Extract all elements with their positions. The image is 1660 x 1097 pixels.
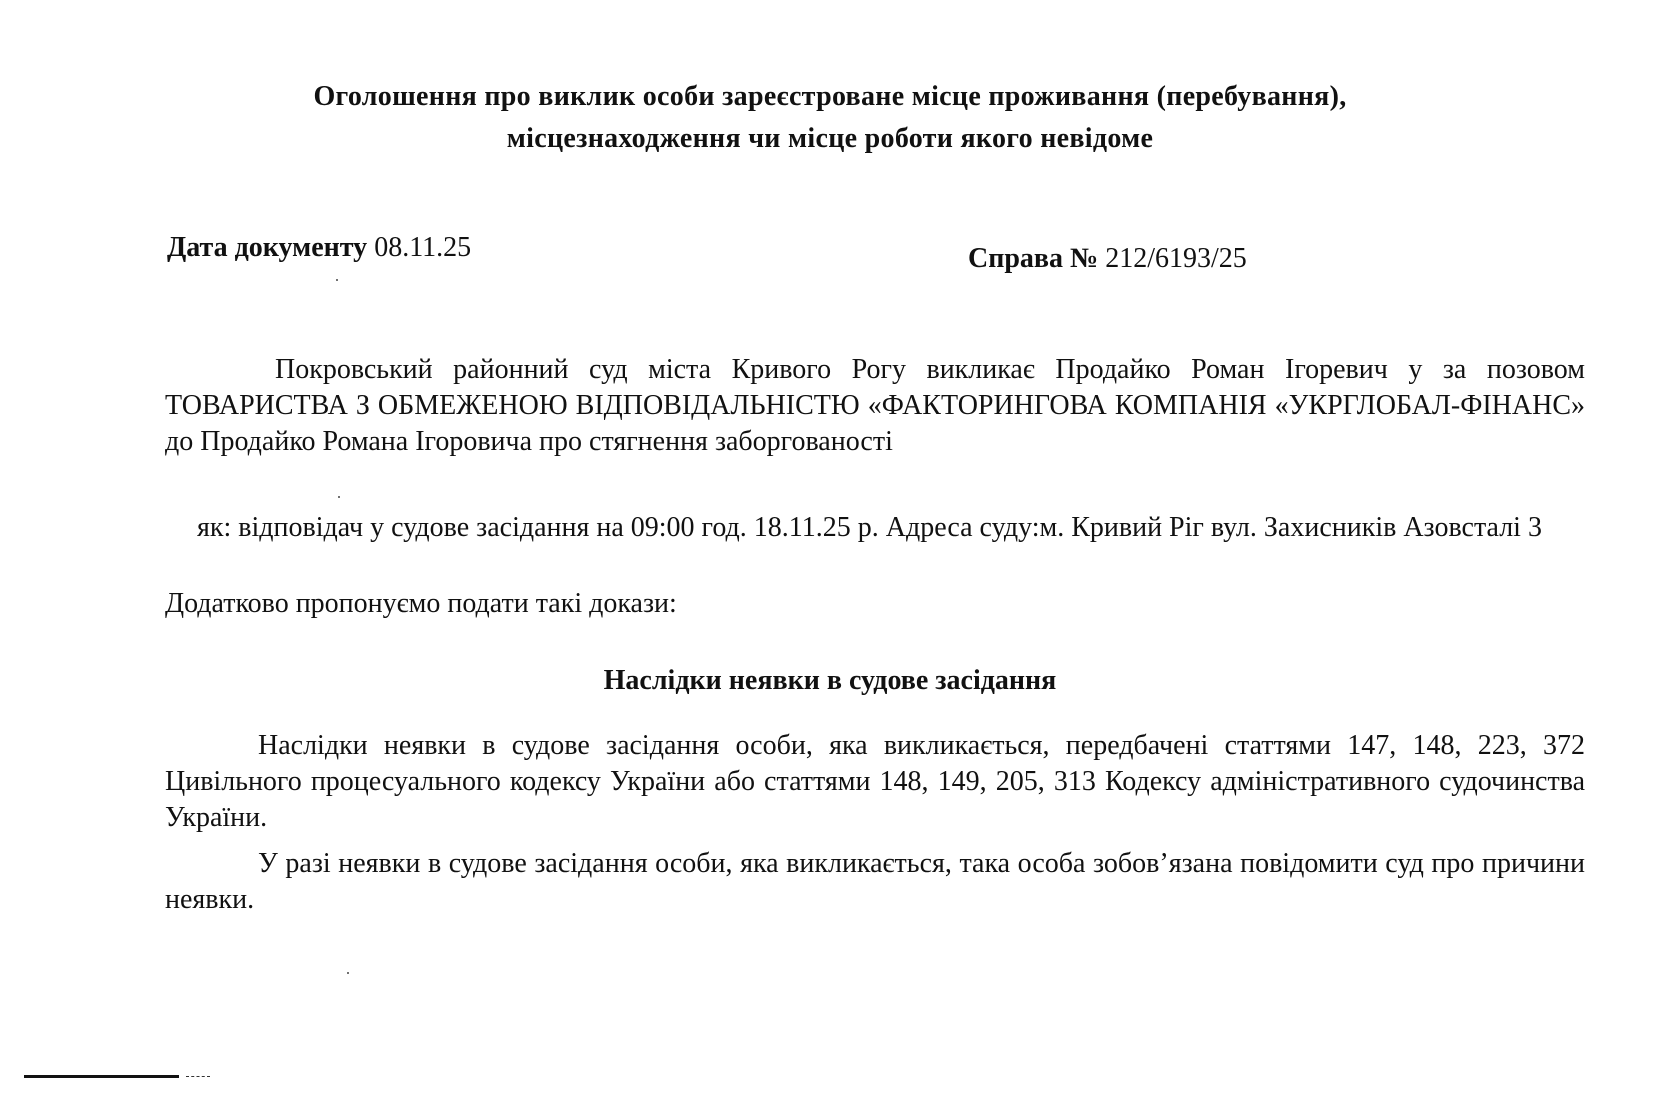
- section-title-consequences: Наслідки неявки в судове засідання: [603, 665, 1057, 696]
- paragraph-notify: У разі неявки в судове засідання особи, яка викликається, така особа зобов’язана повідомити суд про причини неявки.: [165, 848, 1585, 915]
- document-date-label: Дата документу: [167, 232, 368, 263]
- document-title-line-1: Оголошення про виклик особи зареєстроване місце проживання (перебування),: [313, 81, 1347, 112]
- paragraph-evidence: Додатково пропонуємо подати такі докази:: [165, 588, 677, 619]
- scan-edge-rule: [24, 1075, 179, 1078]
- case-number: [968, 243, 1247, 275]
- scan-speck: [347, 972, 349, 974]
- scan-speck: [338, 496, 340, 498]
- case-number-label: Справа №: [968, 243, 1099, 274]
- paragraph-hearing: як: відповідач у судове засідання на 09:00 год. 18.11.25 р. Адреса суду:м. Кривий Ріг вул. Захисників Азовсталі 3: [197, 512, 1542, 543]
- document-date-value: 08.11.25: [374, 232, 472, 263]
- scan-speck: [336, 279, 338, 281]
- case-number-value: 212/6193/25: [1105, 243, 1247, 274]
- document-title-line-2: місцезнаходження чи місце роботи якого невідоме: [506, 123, 1154, 154]
- paragraph-summons: Покровський районний суд міста Кривого Рогу викликає Продайко Роман Ігоревич у за позовом ТОВАРИСТВА З ОБМЕЖЕНОЮ ВІДПОВІДАЛЬНІСТЮ «ФАКТОРИНГОВА КОМПАНІЯ «УКРГЛОБАЛ-ФІНАНС» до Продайко Романа Ігоровича про стягнення заборгованості: [165, 354, 1585, 457]
- paragraph-consequences: Наслідки неявки в судове засідання особи, яка викликається, передбачені статтями 147, 148, 223, 372 Цивільного процесуального кодексу України або статтями 148, 149, 205, 313 Кодексу адміністративного судочинства України.: [165, 730, 1585, 833]
- scan-edge-rule-tail: [186, 1076, 210, 1078]
- document-date: [167, 232, 471, 264]
